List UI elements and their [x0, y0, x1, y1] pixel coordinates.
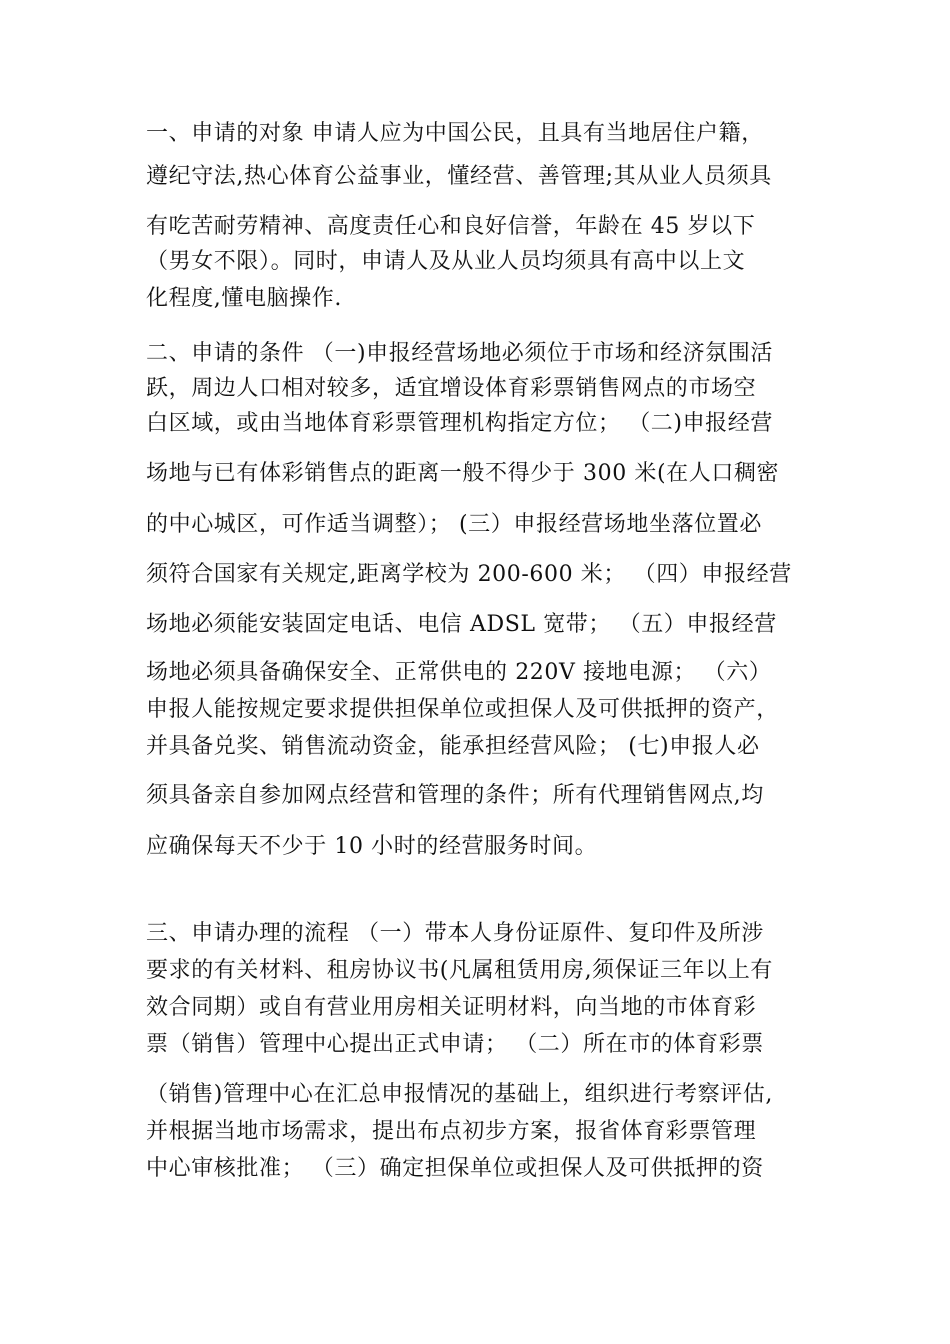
text-line: 场地必须能安装固定电话、电信 ADSL 宽带； （五）申报经营: [146, 612, 777, 637]
text-line: 并具备兑奖、销售流动资金，能承担经营风险； (七)申报人必: [146, 734, 760, 759]
text-line: 遵纪守法,热心体育公益事业，懂经营、善管理;其从业人员须具: [146, 164, 772, 189]
text-line: 的中心城区，可作适当调整）； (三）申报经营场地坐落位置必: [146, 512, 762, 537]
text-line: 申报人能按规定要求提供担保单位或担保人及可供抵押的资产，: [146, 697, 779, 722]
text-line: 票（销售）管理中心提出正式申请； （二）所在市的体育彩票: [146, 1032, 764, 1057]
text-line: 场地与已有体彩销售点的距离一般不得少于 300 米(在人口稠密: [146, 461, 780, 486]
text-line: 效合同期）或自有营业用房相关证明材料，向当地的市体育彩: [146, 995, 757, 1020]
text-line: 须符合国家有关规定,距离学校为 200-600 米； （四）申报经营: [146, 562, 792, 587]
text-line: 须具备亲自参加网点经营和管理的条件；所有代理销售网点,均: [146, 783, 764, 808]
text-line: 二、申请的条件 （一)申报经营场地必须位于市场和经济氛围活: [146, 341, 773, 366]
text-line: （男女不限）。同时，申请人及从业人员均须具有高中以上文: [146, 249, 746, 274]
text-line: 应确保每天不少于 10 小时的经营服务时间。: [146, 834, 598, 859]
text-line: 白区域，或由当地体育彩票管理机构指定方位； （二)申报经营: [146, 411, 773, 436]
text-line: 化程度,懂电脑操作.: [146, 286, 342, 311]
text-line: 三、申请办理的流程 （一）带本人身份证原件、复印件及所涉: [146, 921, 764, 946]
text-line: 一、申请的对象 申请人应为中国公民，且具有当地居住户籍，: [146, 121, 764, 146]
text-line: 要求的有关材料、租房协议书(凡属租赁用房,须保证三年以上有: [146, 958, 773, 983]
text-line: （销售)管理中心在汇总申报情况的基础上，组织进行考察评估,: [146, 1082, 773, 1107]
text-line: 跃，周边人口相对较多，适宜增设体育彩票销售网点的市场空: [146, 376, 757, 401]
text-line: 并根据当地市场需求，提出布点初步方案，报省体育彩票管理: [146, 1119, 757, 1144]
text-line: 有吃苦耐劳精神、高度责任心和良好信誉，年龄在 45 岁以下: [146, 214, 756, 239]
text-line: 中心审核批准； （三）确定担保单位或担保人及可供抵押的资: [146, 1156, 764, 1181]
text-line: 场地必须具备确保安全、正常供电的 220V 接地电源； （六）: [146, 660, 772, 685]
